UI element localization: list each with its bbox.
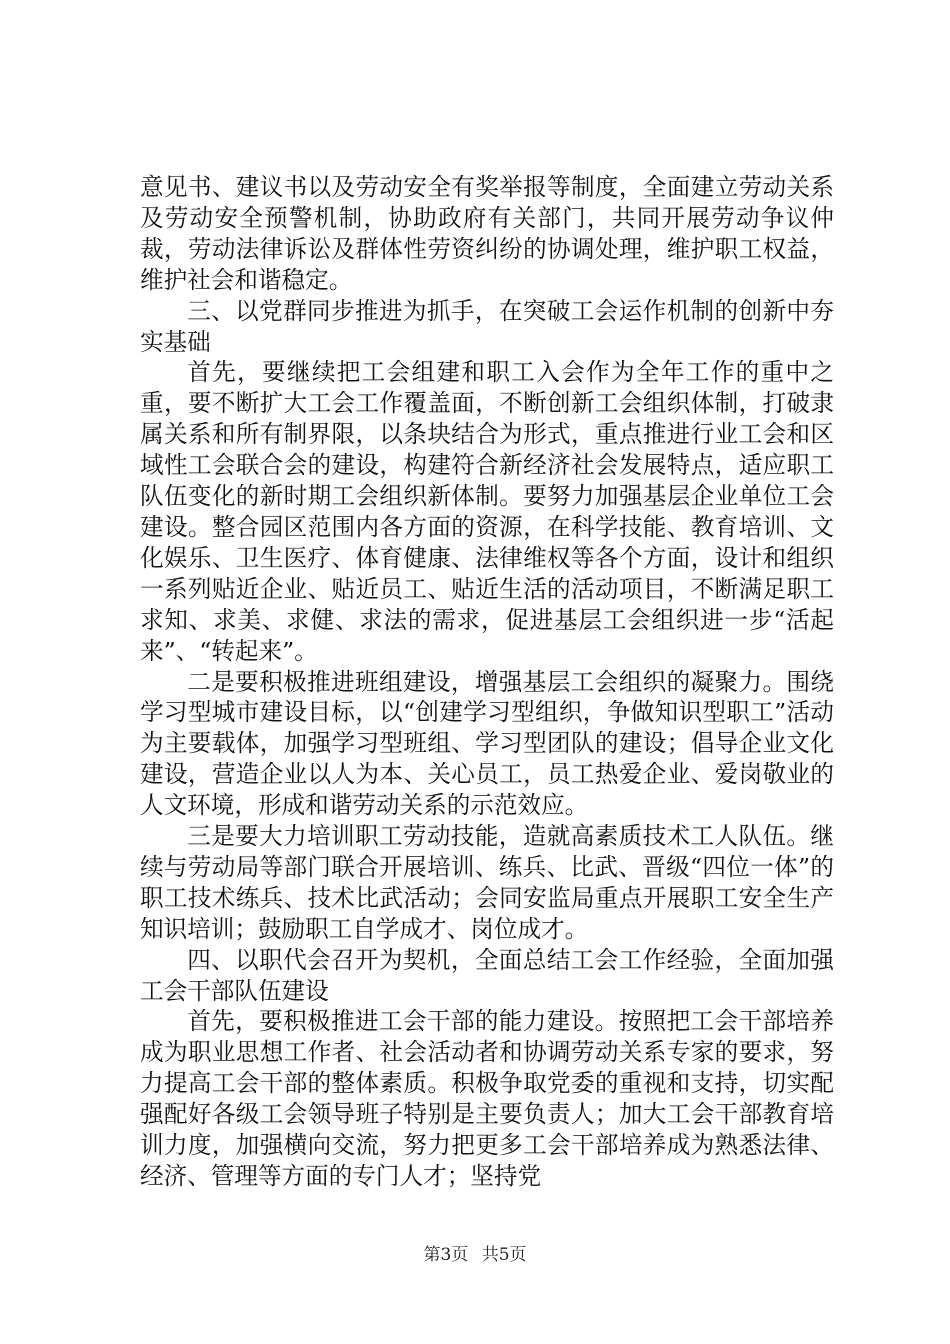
paragraph-2: 首先，要继续把工会组建和职工入会作为全年工作的重中之重，要不断扩大工会工作覆盖面，不断创新工会组织体制，打破隶属关系和所有制界限，以条块结合为形式，重点推进行业工会和区域性工会联合会的建设，构建符合新经济社会发展特点，适应职工队伍变化的新时期工会组织新体制。要努力加强基层企业单位工会建设。整合园区范围内各方面的资源，在科学技能、教育培训、文化娱乐、卫生医疗、体育健康、法律维权等各个方面，设计和组织一系列贴近企业、贴近员工、贴近生活的活动项目，不断满足职工求知、求美、求健、求法的需求，促进基层工会组织进一步“活起来”、“转起来”。: [140, 358, 834, 665]
paragraph-4: 三是要大力培训职工劳动技能，造就高素质技术工人队伍。继续与劳动局等部门联合开展培训、练兵、比武、晋级“四位一体”的职工技术练兵、技术比武活动；会同安监局重点开展职工安全生产知识培训；鼓励职工自学成才、岗位成才。: [140, 822, 834, 943]
paragraph-3: 二是要积极推进班组建设，增强基层工会组织的凝聚力。围绕学习型城市建设目标，以“创建学习型组织，争做知识型职工”活动为主要载体，加强学习型班组、学习型团队的建设；倡导企业文化建设，营造企业以人为本、关心员工，员工热爱企业、爱岗敬业的人文环境，形成和谐劳动关系的示范效应。: [140, 667, 834, 820]
page-number: 第3页: [423, 1245, 469, 1265]
document-body: [140, 172, 834, 1192]
page-footer: [0, 1244, 950, 1266]
section-heading-3: 三、以党群同步推进为抓手，在突破工会运作机制的创新中夯实基础: [140, 296, 834, 356]
paragraph-5: 首先，要积极推进工会干部的能力建设。按照把工会干部培养成为职业思想工作者、社会活动者和协调劳动关系专家的要求，努力提高工会干部的整体素质。积极争取党委的重视和支持，切实配强配好各级工会领导班子特别是主要负责人；加大工会干部教育培训力度，加强横向交流，努力把更多工会干部培养成为熟悉法律、经济、管理等方面的专门人才；坚持党: [140, 1007, 834, 1190]
page-total: 共5页: [481, 1245, 527, 1265]
section-heading-4: 四、以职代会召开为契机，全面总结工会工作经验，全面加强工会干部队伍建设: [140, 945, 834, 1005]
paragraph-1: 意见书、建议书以及劳动安全有奖举报等制度，全面建立劳动关系及劳动安全预警机制，协助政府有关部门，共同开展劳动争议仲裁，劳动法律诉讼及群体性劳资纠纷的协调处理，维护职工权益，维护社会和谐稳定。: [140, 173, 834, 294]
